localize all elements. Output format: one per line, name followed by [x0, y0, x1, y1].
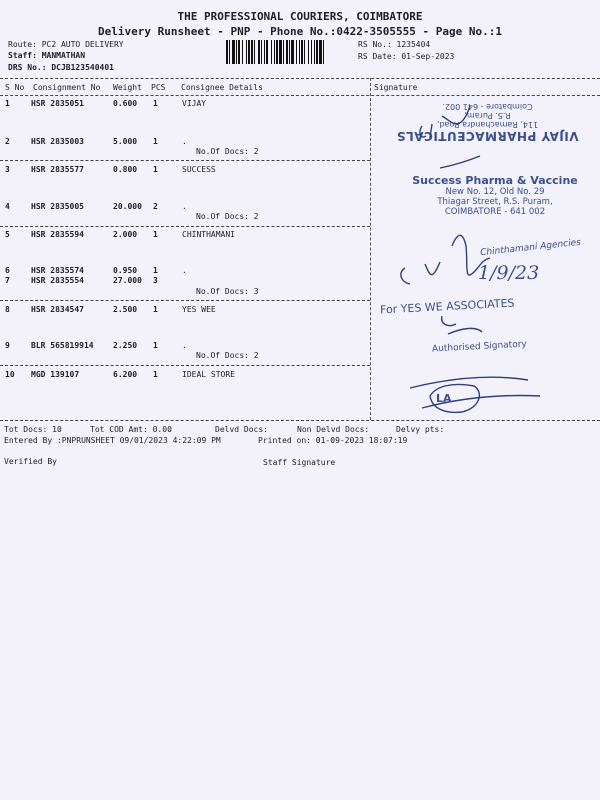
row-sno: 10	[5, 370, 15, 379]
delivered-docs: Delvd Docs:	[215, 425, 268, 434]
total-cod-amount: Tot COD Amt: 0.00	[90, 425, 172, 434]
row-sno: 9	[5, 341, 10, 350]
col-signature: Signature	[374, 83, 418, 92]
row-pcs: 1	[153, 137, 158, 146]
yes-we-associates-stamp: For YES WE ASSOCIATES	[379, 296, 515, 317]
signatures-layer	[370, 96, 600, 420]
rs-no-label: RS No.: 1235404	[358, 40, 431, 49]
signature-ideal-lines	[410, 377, 540, 408]
verified-by-label: Verified By	[4, 457, 57, 466]
drs-label: DRS No.: DCJB123540401	[8, 63, 114, 72]
row-consignee: CHINTHAMANI	[182, 230, 235, 239]
table-bottom-rule	[0, 420, 600, 421]
row-pcs: 1	[153, 266, 158, 275]
row-pcs: 1	[153, 165, 158, 174]
row-sno: 7	[5, 276, 10, 285]
non-delivered-docs: Non Delvd Docs:	[297, 425, 370, 434]
row-sno: 5	[5, 230, 10, 239]
row-consignee: VIJAY	[182, 99, 207, 108]
row-consignee: SUCCESS	[182, 165, 216, 174]
row-consignee: IDEAL STORE	[182, 370, 235, 379]
row-weight: 2.250	[113, 341, 138, 350]
row-sno: 4	[5, 202, 10, 211]
printed-on: Printed on: 01-09-2023 18:07:19	[258, 436, 408, 445]
row-pcs: 2	[153, 202, 158, 211]
vijay-stamp-name: VIJAY PHARMACEUTICALS	[396, 129, 579, 143]
row-pcs: 1	[153, 230, 158, 239]
row-consignment: HSR 2835574	[31, 266, 84, 275]
row-consignment: HSR 2835594	[31, 230, 84, 239]
row-weight: 0.950	[113, 266, 138, 275]
row-weight: 0.800	[113, 165, 138, 174]
vijay-stamp-line2: 114, Ramachandra Road,	[436, 120, 539, 129]
row-consignee: YES WEE	[182, 305, 216, 314]
success-stamp-line4: COIMBATORE - 641 002	[444, 207, 546, 217]
rs-date-label: RS Date: 01-Sep-2023	[358, 52, 455, 61]
signature-chinthamani	[401, 235, 490, 284]
staff-label: Staff: MANMATHAN	[8, 51, 86, 60]
row-pcs: 1	[153, 341, 158, 350]
row-sno: 1	[5, 99, 10, 108]
delivery-points: Delvy pts:	[396, 425, 445, 434]
row-consignee: .	[182, 137, 187, 146]
row-docs: No.Of Docs: 2	[196, 351, 259, 360]
row-consignment: MGD 139107	[31, 370, 80, 379]
route-label: Route: PC2 AUTO DELIVERY	[8, 40, 124, 49]
runsheet-subtitle: Delivery Runsheet - PNP - Phone No.:0422-3505555 - Page No.:1	[98, 25, 502, 38]
row-weight: 5.000	[113, 137, 138, 146]
vijay-stamp-line4: Coimbatore - 641 002.	[442, 102, 533, 111]
row-docs: No.Of Docs: 2	[196, 212, 259, 221]
total-docs: Tot Docs: 10	[4, 425, 62, 434]
row-sno: 6	[5, 266, 10, 275]
row-sno: 2	[5, 137, 10, 146]
col-consignee: Consignee Details	[181, 83, 263, 92]
signature-yes-we	[442, 316, 482, 334]
row-consignment: HSR 2835005	[31, 202, 84, 211]
row-pcs: 3	[153, 276, 158, 285]
row-sno: 3	[5, 165, 10, 174]
row-divider	[0, 160, 370, 161]
success-stamp-name: Success Pharma & Vaccine	[412, 174, 578, 187]
row-docs: No.Of Docs: 2	[196, 147, 259, 156]
row-divider	[0, 365, 370, 366]
row-weight: 2.000	[113, 230, 138, 239]
signature-ideal-initials: LA	[436, 392, 452, 405]
barcode	[226, 40, 354, 64]
row-consignee: .	[182, 266, 187, 275]
row-pcs: 1	[153, 305, 158, 314]
col-consignment: Consignment No	[33, 83, 101, 92]
row-consignment: HSR 2835554	[31, 276, 84, 285]
handwritten-date: 1/9/23	[478, 262, 540, 284]
vijay-stamp-line3: R.S. Puram,	[464, 111, 511, 120]
col-sno: S No	[5, 83, 25, 92]
table-top-rule	[0, 78, 600, 79]
row-consignment: BLR 565819914	[31, 341, 94, 350]
signature-success	[440, 156, 480, 168]
staff-signature-label: Staff Signature	[263, 458, 336, 467]
row-consignment: HSR 2835577	[31, 165, 84, 174]
row-divider	[0, 300, 370, 301]
success-stamp-line3: Thiagar Street, R.S. Puram,	[437, 197, 553, 207]
chinthamani-stamp: Chinthamani Agencies	[479, 237, 582, 259]
row-consignee: .	[182, 202, 187, 211]
row-consignment: HSR 2835003	[31, 137, 84, 146]
row-pcs: 1	[153, 99, 158, 108]
row-weight: 2.500	[113, 305, 138, 314]
row-weight: 6.200	[113, 370, 138, 379]
row-sno: 8	[5, 305, 10, 314]
row-consignee: .	[182, 341, 187, 350]
col-weight: Weight	[113, 83, 142, 92]
col-pcs: PCS	[151, 83, 166, 92]
row-consignment: HSR 2835051	[31, 99, 84, 108]
row-weight: 27.000	[113, 276, 142, 285]
row-pcs: 1	[153, 370, 158, 379]
row-docs: No.Of Docs: 3	[196, 287, 259, 296]
row-weight: 20.000	[113, 202, 142, 211]
row-consignment: HSR 2834547	[31, 305, 84, 314]
signature-vijay	[420, 106, 470, 138]
row-weight: 0.600	[113, 99, 138, 108]
success-stamp-line2: New No. 12, Old No. 29	[445, 187, 545, 197]
authorised-signatory-label: Authorised Signatory	[431, 339, 528, 355]
row-divider	[0, 226, 370, 227]
company-title: THE PROFESSIONAL COURIERS, COIMBATORE	[177, 10, 423, 23]
entered-by: Entered By :PNPRUNSHEET 09/01/2023 4:22:09 PM	[4, 436, 221, 445]
